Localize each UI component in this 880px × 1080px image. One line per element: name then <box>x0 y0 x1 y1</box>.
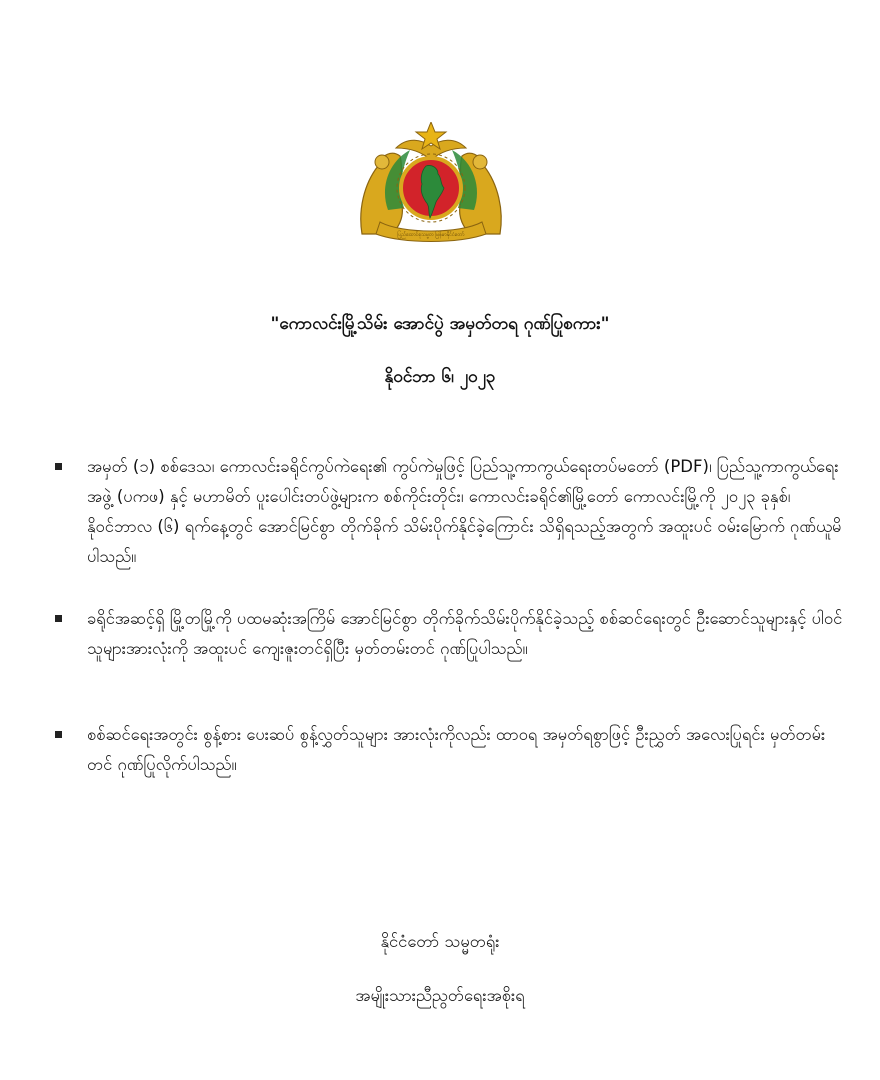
bullet-item <box>55 452 845 572</box>
signature-government: အမျိုးသားညီညွတ်ရေးအစိုးရ <box>355 986 525 1005</box>
bullet-text: ခရိုင်အဆင့်ရှိ မြို့တမြို့ကို ပထမဆုံးအကြိမ် အောင်မြင်စွာ တိုက်ခိုက်သိမ်းပိုက်နိုင်ခဲ့သည့် စစ်ဆင်ရေးတွင် ဦးဆောင်သူများနှင့် ပါဝင်သူများအားလုံးကို အထူးပင် ကျေးဇူးတင်ရှိပြီး မှတ်တမ်းတင် ဂုဏ်ပြုပါသည်။ <box>87 609 843 658</box>
bullet-item <box>55 720 845 780</box>
seal-ribbon-text: ပြည်ထောင်စုသမ္မတ မြန်မာနိုင်ငံတော် <box>397 232 465 238</box>
statement-bullets <box>55 452 845 780</box>
bullet-item <box>55 604 845 664</box>
bullet-marker-icon <box>55 615 62 622</box>
bullet-marker-icon <box>55 463 62 470</box>
signature-office: နိုင်ငံတော် သမ္မတရုံး <box>380 932 500 951</box>
state-seal-icon <box>358 122 504 244</box>
bullet-marker-icon <box>55 731 62 738</box>
statement-date: နိုဝင်ဘာ ၆၊ ၂၀၂၃ <box>384 367 496 387</box>
statement-title: "ကောလင်းမြို့သိမ်း အောင်ပွဲ အမှတ်တရ ဂုဏ်ပြုစကား" <box>270 314 610 334</box>
bullet-text: အမှတ် (၁) စစ်ဒေသ၊ ကောလင်းခရိုင်ကွပ်ကဲရေး၏ ကွပ်ကဲမှုဖြင့် ပြည်သူ့ကာကွယ်ရေးတပ်မတော် (PDF)၊ ပြည်သူ့ကာကွယ်ရေးအဖွဲ့ (ပကဖ) နှင့် မဟာမိတ် ပူးပေါင်းတပ်ဖွဲ့များက စစ်ကိုင်းတိုင်း၊ ကောလင်းခရိုင်၏မြို့တော် ကောလင်းမြို့ကို ၂၀၂၃ ခုနှစ်၊ နိုဝင်ဘာလ (၆) ရက်နေ့တွင် အောင်မြင်စွာ တိုက်ခိုက် သိမ်းပိုက်နိုင်ခဲ့ကြောင်း သိရှိရသည့်အတွက် အထူးပင် ဝမ်းမြောက် ဂုဏ်ယူမိပါသည်။ <box>87 457 842 566</box>
bullet-text: စစ်ဆင်ရေးအတွင်း စွန့်စား ပေးဆပ် စွန့်လွှတ်သူများ အားလုံးကိုလည်း ထာဝရ အမှတ်ရစွာဖြင့် ဦးညွှတ် အလေးပြုရင်း မှတ်တမ်းတင် ဂုဏ်ပြုလိုက်ပါသည်။ <box>87 725 826 774</box>
